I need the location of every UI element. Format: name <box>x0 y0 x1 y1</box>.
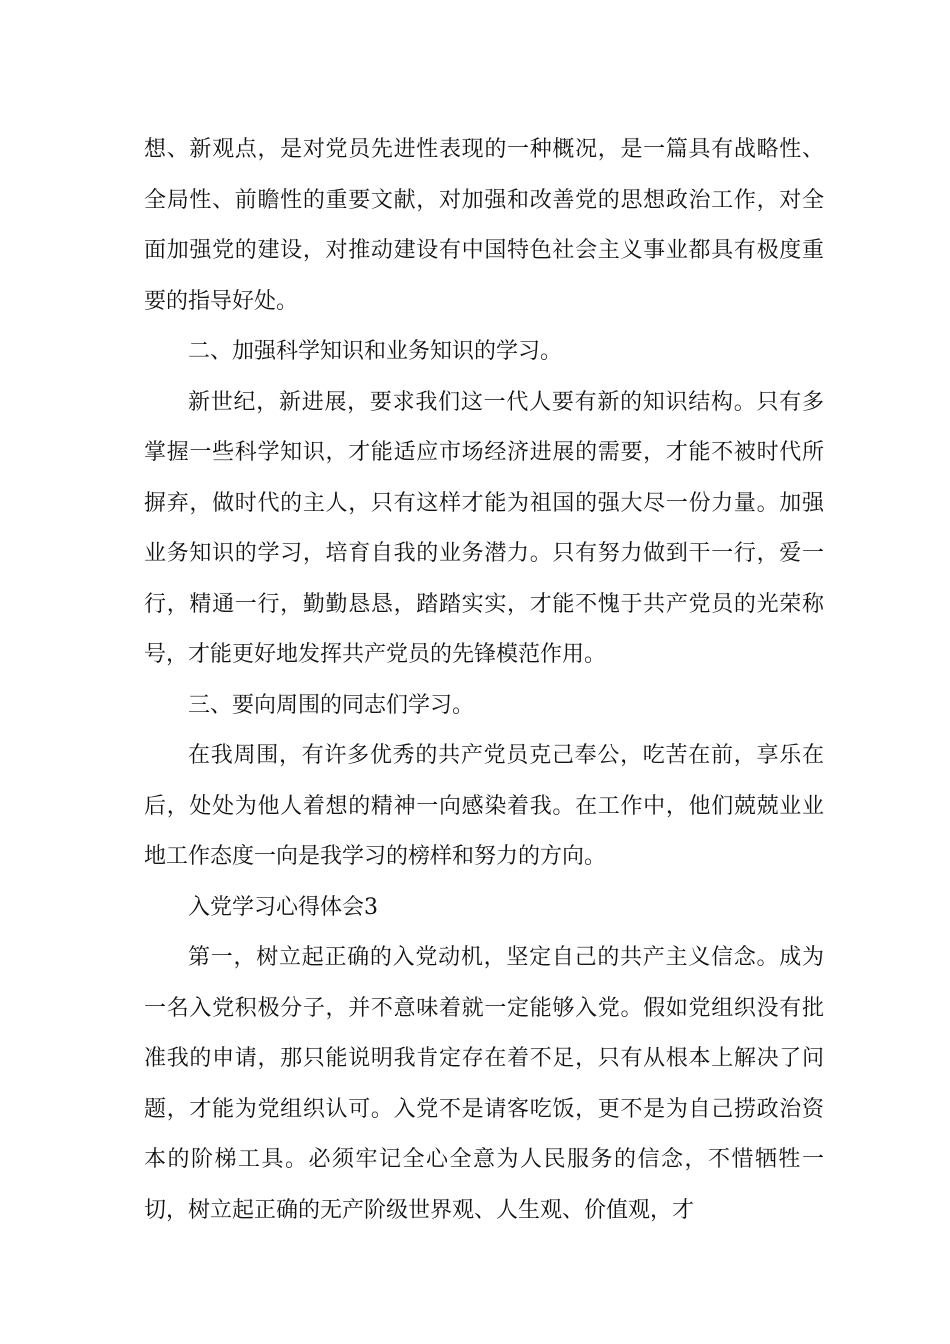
section-heading-2: 二、加强科学知识和业务知识的学习。 <box>188 339 563 364</box>
paragraph-1: 想、新观点，是对党员先进性表现的一种概况，是一篇具有战略性、全局性、前瞻性的重要文献，对加强和改善党的思想政治工作，对全面加强党的建设，对推动建设有中国特色社会主义事业都具有极度重要的指导好处。 <box>144 137 824 314</box>
paragraph-3: 新世纪，新进展，要求我们这一代人要有新的知识结构。只有多掌握一些科学知识，才能适应市场经济进展的需要，才能不被时代所摒弃，做时代的主人，只有这样才能为祖国的强大尽一份力量。加强业务知识的学习，培育自我的业务潜力。只有努力做到干一行，爱一行，精通一行，勤勤恳恳，踏踏实实，才能不愧于共产党员的光荣称号，才能更好地发挥共产党员的先锋模范作用。 <box>144 389 824 667</box>
document-body <box>144 125 824 1236</box>
paragraph-7: 第一，树立起正确的入党动机，坚定自己的共产主义信念。成为一名入党积极分子，并不意味着就一定能够入党。假如党组织没有批准我的申请，那只能说明我肯定存在着不足，只有从根本上解决了问题，才能为党组织认可。入党不是请客吃饭，更不是为自己捞政治资本的阶梯工具。必须牢记全心全意为人民服务的信念，不惜牺牲一切，树立起正确的无产阶级世界观、人生观、价值观，才 <box>144 945 824 1223</box>
section-heading-3: 三、要向周围的同志们学习。 <box>188 692 475 718</box>
paragraph-5: 在我周围，有许多优秀的共产党员克己奉公，吃苦在前，享乐在后，处处为他人着想的精神一向感染着我。在工作中，他们兢兢业业地工作态度一向是我学习的榜样和努力的方向。 <box>144 743 824 869</box>
article-title: 入党学习心得体会3 <box>188 894 378 920</box>
